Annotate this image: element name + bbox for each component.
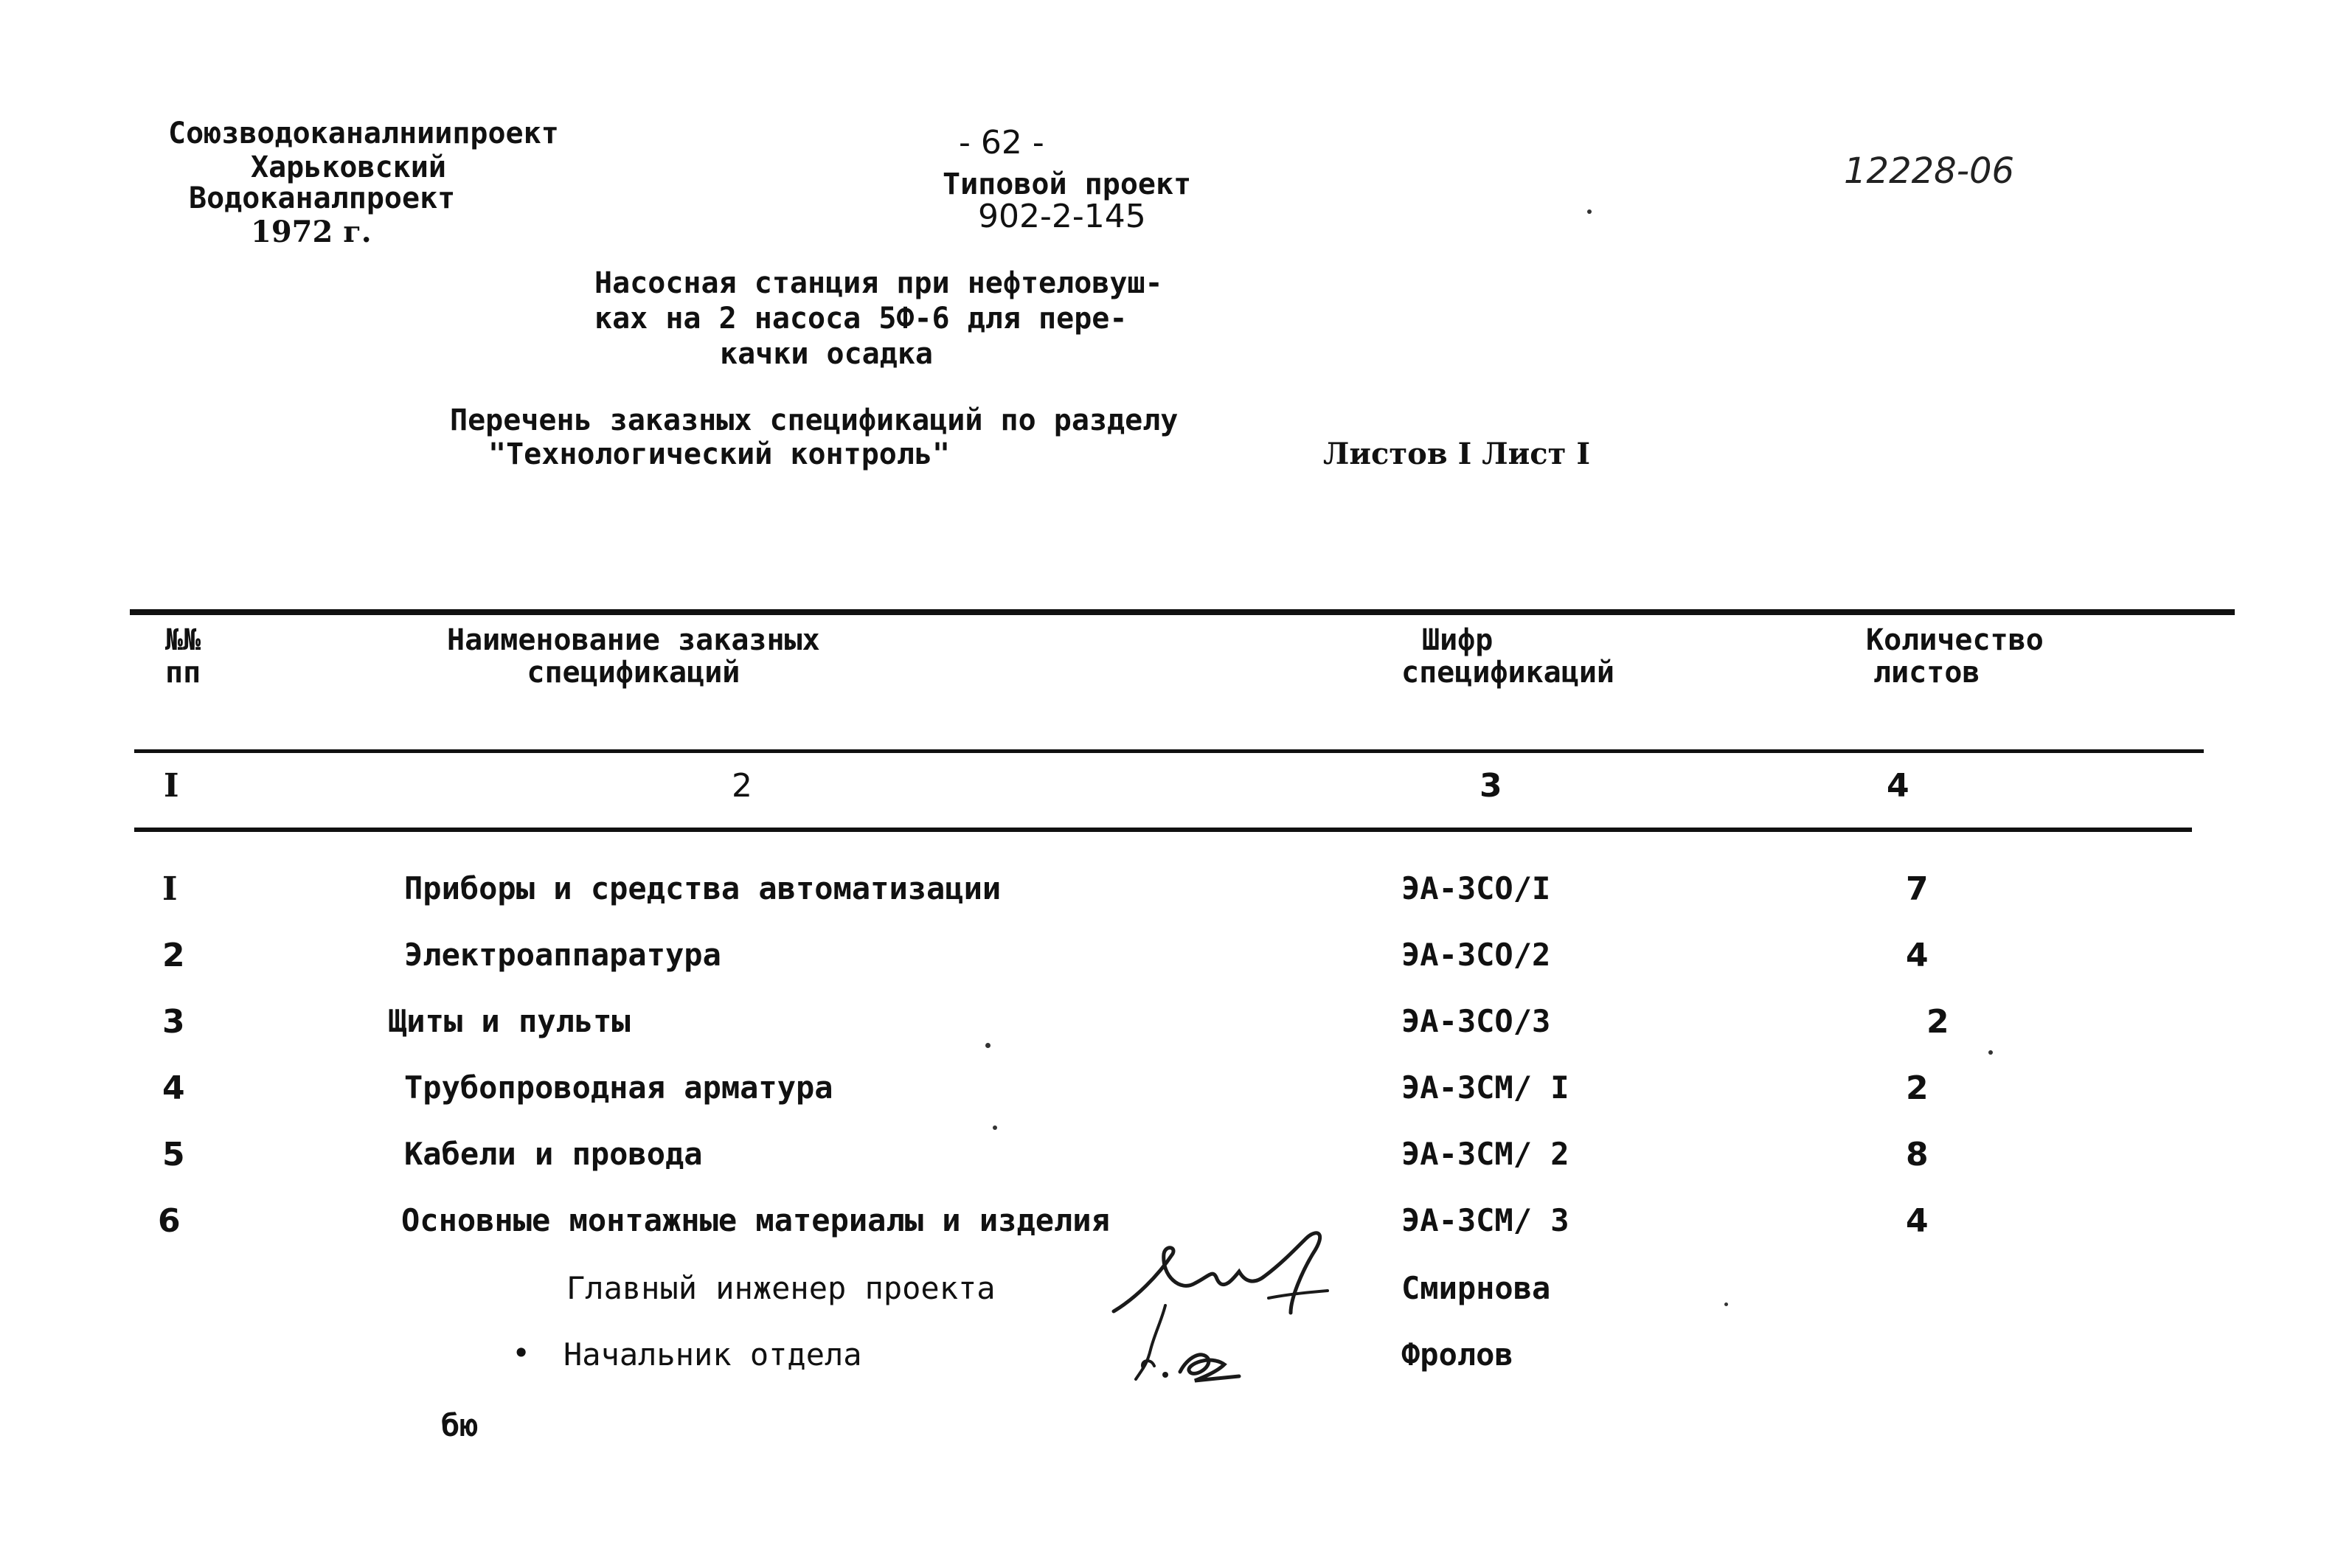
- list-title-line-1: Перечень заказных спецификаций по разделу: [450, 403, 1179, 437]
- row-qty: 2: [1926, 1003, 1949, 1041]
- row-qty: 7: [1906, 870, 1929, 908]
- row-qty: 8: [1906, 1136, 1929, 1173]
- row-number: 4: [162, 1069, 185, 1107]
- scan-speck: [1587, 209, 1592, 214]
- org-line-2: Харьковский: [251, 150, 446, 184]
- row-name: Трубопроводная арматура: [404, 1069, 833, 1106]
- row-name: Приборы и средства автоматизации: [404, 870, 1002, 906]
- col-number-3: 3: [1479, 767, 1502, 805]
- header-col-2: Наименование заказных спецификаций: [447, 623, 820, 690]
- scan-speck: [985, 1043, 991, 1048]
- bullet-dot: •: [512, 1335, 531, 1371]
- scan-speck: [1724, 1302, 1728, 1306]
- list-title-line-2: "Технологический контроль": [488, 437, 951, 471]
- col-number-2: 2: [732, 767, 752, 805]
- row-code: ЭА-3СО/I: [1401, 870, 1551, 906]
- subject-line-2: ках на 2 насоса 5Ф-6 для пере-: [594, 302, 1128, 336]
- row-name: Кабели и провода: [404, 1136, 703, 1172]
- scan-speck: [1988, 1050, 1993, 1055]
- org-line-1: Союзводоканалниипроект: [168, 117, 559, 150]
- page-number: - 62 -: [959, 124, 1044, 162]
- header-col-1: №№ пп: [165, 623, 201, 690]
- row-qty: 2: [1906, 1069, 1929, 1107]
- department-head-name: Фролов: [1401, 1336, 1513, 1373]
- subject-line-1: Насосная станция при нефтеловуш-: [594, 266, 1163, 300]
- department-head-label: Начальник отдела: [563, 1336, 862, 1373]
- row-number: 6: [158, 1202, 181, 1240]
- scan-speck: [993, 1125, 997, 1130]
- footer-mark: бю: [441, 1407, 479, 1443]
- row-code: ЭА-3СМ/ 2: [1401, 1136, 1569, 1172]
- col-number-1: I: [164, 767, 179, 805]
- row-number: I: [162, 870, 178, 908]
- row-code: ЭА-3СМ/ 3: [1401, 1202, 1569, 1238]
- row-name: Основные монтажные материалы и изделия: [401, 1202, 1110, 1238]
- header-col-3: Шифр спецификаций: [1401, 623, 1614, 690]
- chief-engineer-label: Главный инженер проекта: [566, 1270, 996, 1306]
- sheets-count: Листов I Лист I: [1323, 437, 1591, 471]
- row-qty: 4: [1906, 937, 1929, 974]
- header-col-4: Количество листов: [1866, 623, 2044, 690]
- row-name: Щиты и пульты: [388, 1003, 631, 1039]
- table-numbers-rule: [134, 828, 2192, 832]
- department-head-signature: [1121, 1298, 1269, 1394]
- subject-line-3: качки осадка: [720, 337, 933, 371]
- col-number-4: 4: [1887, 767, 1909, 805]
- row-name: Электроаппаратура: [404, 937, 721, 973]
- row-number: 2: [162, 937, 185, 974]
- archive-number: 12228-06: [1844, 150, 2015, 192]
- table-header-rule: [134, 749, 2204, 753]
- org-line-4: 1972 г.: [251, 215, 372, 249]
- row-qty: 4: [1906, 1202, 1929, 1240]
- org-line-3: Водоканалпроект: [189, 181, 456, 215]
- row-code: ЭА-3СМ/ I: [1401, 1069, 1569, 1106]
- project-label: Типовой проект: [943, 167, 1192, 201]
- row-number: 5: [162, 1136, 185, 1173]
- project-code: 902-2-145: [978, 198, 1146, 235]
- chief-engineer-name: Смирнова: [1401, 1270, 1551, 1306]
- row-code: ЭА-3СО/2: [1401, 937, 1551, 973]
- row-code: ЭА-3СО/3: [1401, 1003, 1551, 1039]
- table-top-rule: [130, 609, 2235, 615]
- row-number: 3: [162, 1003, 185, 1041]
